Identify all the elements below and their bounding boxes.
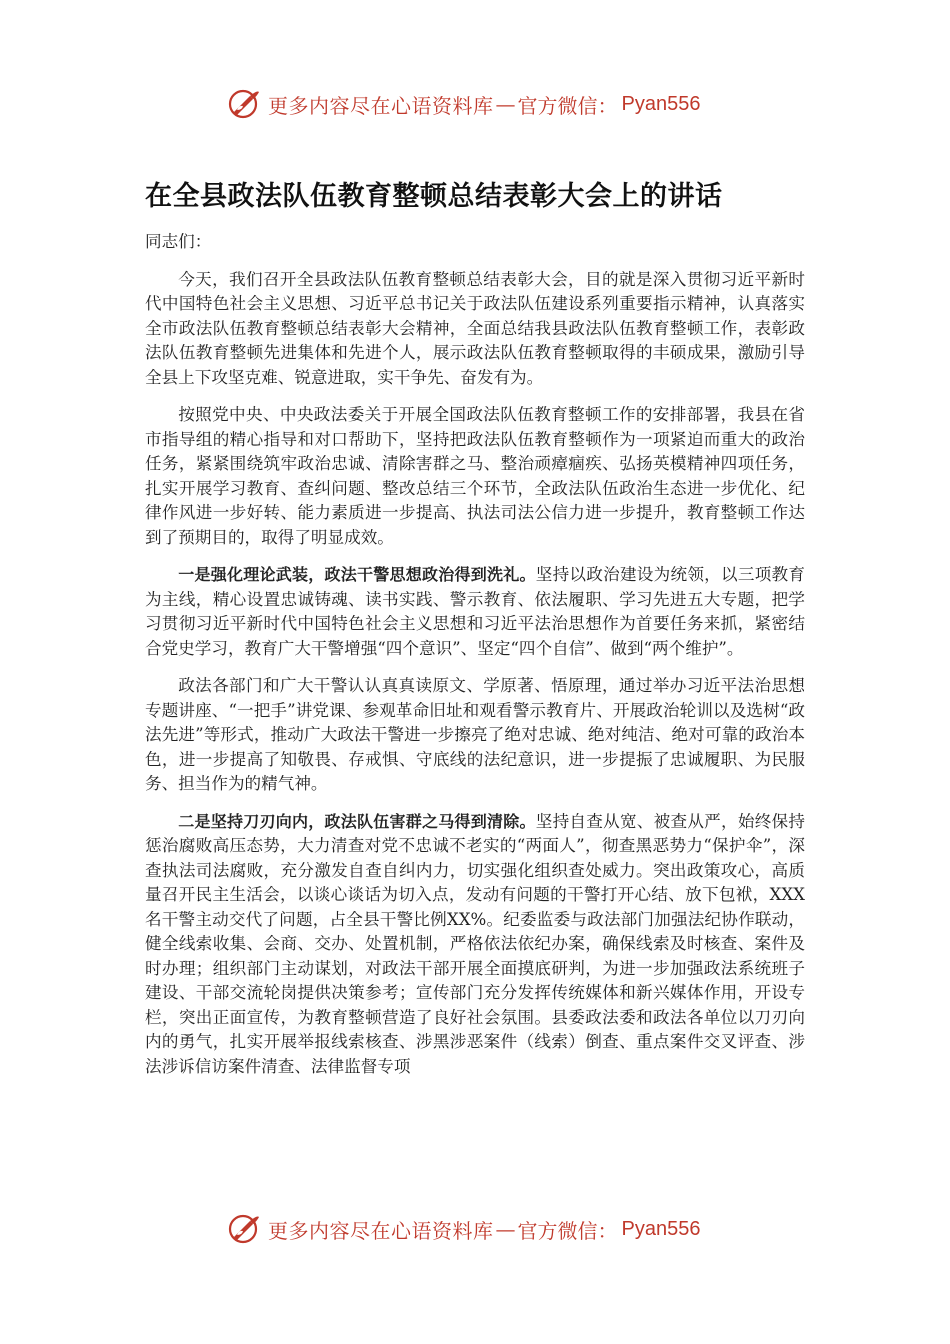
paragraph-3-text: 坚持以政治建设为统领，以三项教育为主线，精心设置忠诚铸魂、读书实践、警示教育、依法履职、学习先进五大专题，把学习贯彻习近平新时代中国特色社会主义思想和习近平法治思想作为首要任务来抓，紧密结合党史学习，教育广大干警增强“四个意识”、坚定“四个自信”、做到“两个维护”。: [145, 565, 805, 658]
paragraph-4: 政法各部门和广大干警认认真真读原文、学原著、悟原理，通过举办习近平法治思想专题讲座、“一把手”讲党课、参观革命旧址和观看警示教育片、开展政治轮训以及选树“政法先进”等形式，推动广大政法干警进一步擦亮了绝对忠诚、绝对纯洁、绝对可靠的政治本色，进一步提高了知敬畏、存戒惧、守底线的法纪意识，进一步提振了忠诚履职、为民服务、担当作为的精气神。: [145, 676, 805, 793]
banner-separator: —: [495, 1217, 516, 1241]
paragraph-3-heading: 一是强化理论武装，政法干警思想政治得到洗礼。: [178, 565, 536, 584]
paragraph-5: [145, 810, 805, 1080]
document-title: 在全县政法队伍教育整顿总结表彰大会上的讲话: [145, 181, 723, 212]
banner-text: 更多内容尽在心语资料库: [268, 1218, 494, 1243]
banner-wechat-label: 官方微信：: [517, 93, 618, 118]
footer-banner[interactable]: [226, 1209, 700, 1249]
banner-wechat-id: Pyan556: [621, 92, 701, 115]
quill-logo-icon: [226, 1211, 262, 1247]
paragraph-3: [145, 563, 805, 661]
banner-separator: —: [495, 92, 516, 116]
header-banner[interactable]: [226, 84, 700, 124]
quill-logo-icon: [226, 86, 262, 122]
banner-wechat-id: Pyan556: [621, 1217, 701, 1240]
paragraph-5-text: 坚持自查从宽、被查从严，始终保持惩治腐败高压态势，大力清查对党不忠诚不老实的“两面人”，彻查黑恶势力“保护伞”，深查执法司法腐败，充分激发自查自纠内力，切实强化组织查处威力。突出政策攻心，高质量召开民主生活会，以谈心谈话为切入点，发动有问题的干警打开心结、放下包袱，XXX名干警主动交代了问题，占全县干警比例XX%。纪委监委与政法部门加强法纪协作联动，健全线索收集、会商、交办、处置机制，严格依法依纪办案，确保线索及时核查、案件及时办理；组织部门主动谋划，对政法干部开展全面摸底研判，为进一步加强政法系统班子建设、干部交流轮岗提供决策参考；宣传部门充分发挥传统媒体和新兴媒体作用，开设专栏，突出正面宣传，为教育整顿营造了良好社会氛围。县委政法委和政法各单位以刀刃向内的勇气，扎实开展举报线索核查、涉黑涉恶案件（线索）倒查、重点案件交叉评查、涉法涉诉信访案件清查、法律监督专项: [145, 811, 805, 1076]
document-body: [145, 230, 805, 1092]
banner-wechat-label: 官方微信：: [517, 1218, 618, 1243]
salutation: 同志们：: [145, 232, 212, 251]
paragraph-5-heading: 二是坚持刀刃向内，政法队伍害群之马得到清除。: [178, 811, 536, 831]
paragraph-2: 按照党中央、中央政法委关于开展全国政法队伍教育整顿工作的安排部署，我县在省市指导组的精心指导和对口帮助下，坚持把政法队伍教育整顿作为一项紧迫而重大的政治任务，紧紧围绕筑牢政治忠诚、清除害群之马、整治顽瘴痼疾、弘扬英模精神四项任务，扎实开展学习教育、查纠问题、整改总结三个环节，全政法队伍政治生态进一步优化、纪律作风进一步好转、能力素质进一步提高、执法司法公信力进一步提升，教育整顿工作达到了预期目的，取得了明显成效。: [145, 405, 805, 547]
paragraph-1: 今天，我们召开全县政法队伍教育整顿总结表彰大会，目的就是深入贯彻习近平新时代中国特色社会主义思想、习近平总书记关于政法队伍建设系列重要指示精神，认真落实全市政法队伍教育整顿总结表彰大会精神，全面总结我县政法队伍教育整顿工作，表彰政法队伍教育整顿先进集体和先进个人，展示政法队伍教育整顿取得的丰硕成果，激励引导全县上下攻坚克难、锐意进取，实干争先、奋发有为。: [145, 269, 805, 387]
banner-text: 更多内容尽在心语资料库: [268, 93, 494, 118]
